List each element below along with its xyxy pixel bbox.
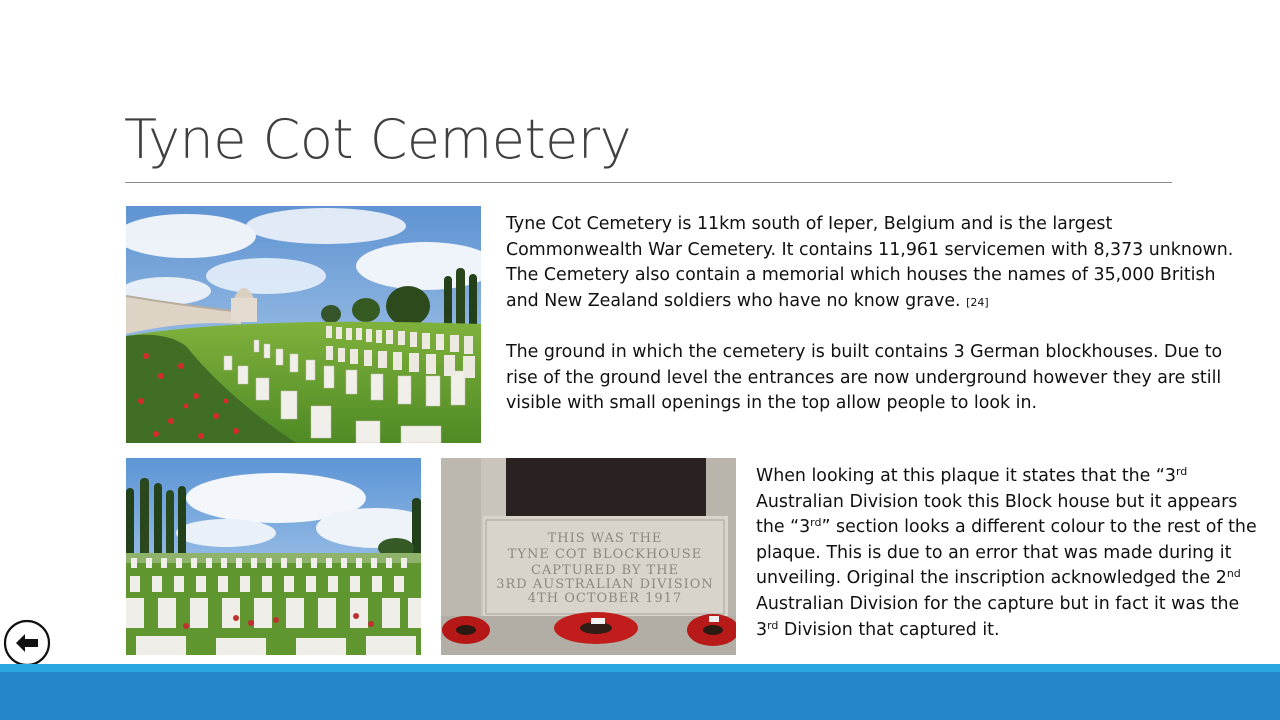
p3-text-3: ” section looks a different colour to the rest of the plaque. This is due to an error that was made during it unveiling. Original the inscription acknowledged the 2 <box>756 517 1257 589</box>
footer-band <box>0 672 1280 720</box>
p3-sup-3: nd <box>1226 567 1241 581</box>
back-arrow-icon <box>3 619 51 667</box>
footer-band-accent <box>0 664 1280 672</box>
p3-text-2: Australian Division took this Block house but it appears the “3 <box>756 491 1238 538</box>
paragraph-blockhouses: The ground in which the cemetery is built contains 3 German blockhouses. Due to rise of the ground level the entrances are now underground however they are still visible with small openings in the top allow people to look in. <box>506 342 1223 414</box>
plaque-line-1: THIS WAS THE <box>547 531 663 546</box>
paragraph-cemetery-overview <box>506 212 1251 315</box>
blockhouse-plaque-photo <box>441 458 736 655</box>
back-button[interactable] <box>3 619 51 667</box>
p3-text-4: Australian Division for the capture but in fact it was the 3 <box>756 593 1240 640</box>
cemetery-headstones-photo <box>126 458 421 655</box>
title-divider <box>125 182 1172 183</box>
p3-sup-2: rd <box>810 516 822 530</box>
p3-text-1: When looking at this plaque it states that the “3 <box>756 466 1176 486</box>
paragraph-plaque-error <box>756 464 1266 643</box>
slide-title: Tyne Cot Cemetery <box>124 108 632 171</box>
p3-sup-4: rd <box>767 618 779 632</box>
p3-sup-1: rd <box>1175 465 1188 478</box>
p3-text-5: Division that captured it. <box>778 619 1000 640</box>
plaque-line-3: CAPTURED BY THE <box>530 563 680 578</box>
plaque-line-5: 4TH OCTOBER 1917 <box>527 591 683 606</box>
cemetery-memorial-photo <box>126 206 481 443</box>
plaque-line-4: 3RD AUSTRALIAN DIVISION <box>496 577 714 592</box>
paragraph-1-text: Tyne Cot Cemetery is 11km south of Ieper, Belgium and is the largest Commonwealth War Cemetery. It contains 11,961 servicemen with 8,373 unknown. The Cemetery also contain a memorial which houses the names of 35,000 British and New Zealand soldiers who have no know grave. <box>506 214 1234 311</box>
citation-reference: [24] <box>966 295 989 309</box>
plaque-line-2: TYNE COT BLOCKHOUSE <box>507 547 703 562</box>
